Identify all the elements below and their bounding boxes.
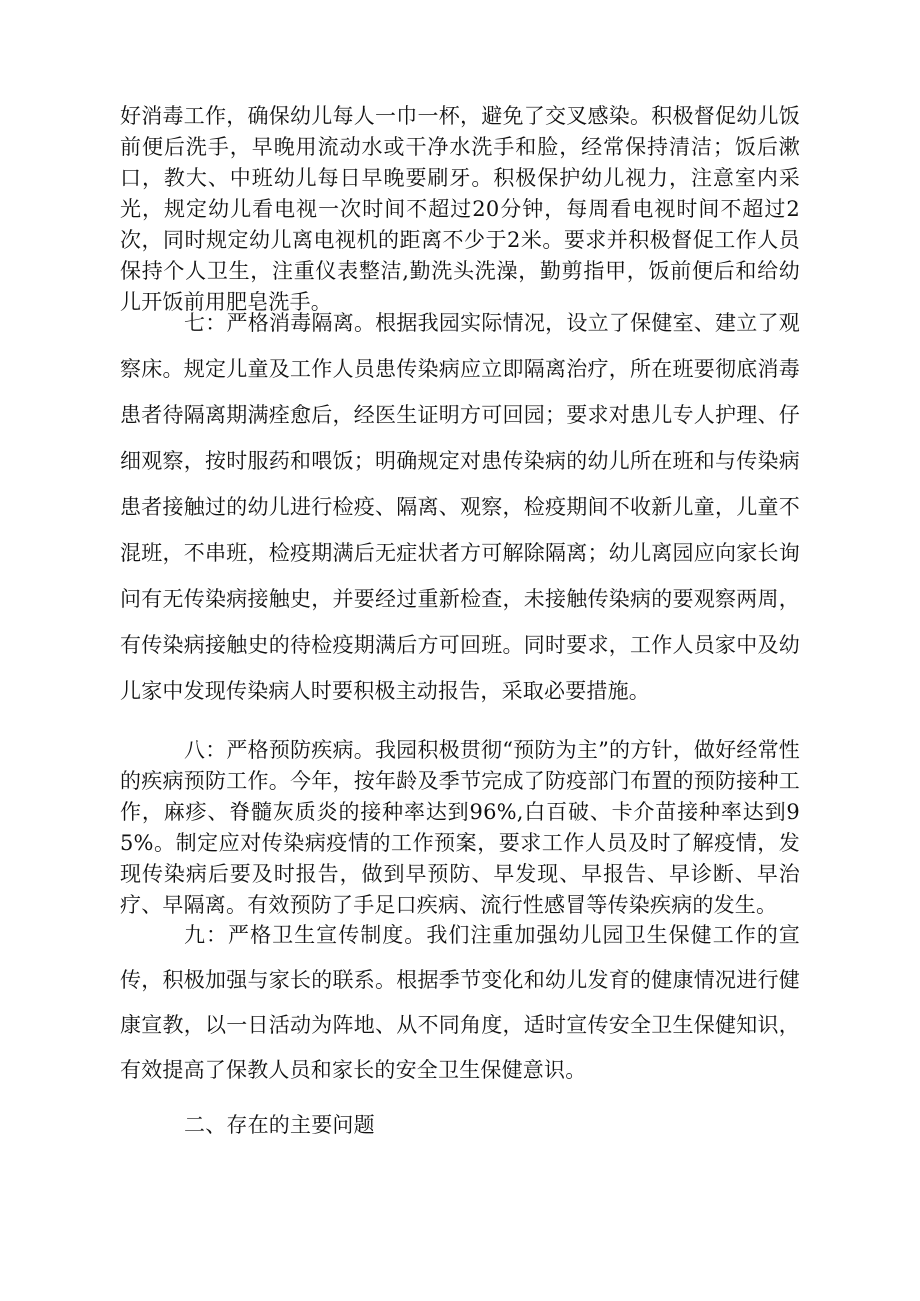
paragraph-section-7 [120,300,800,714]
paragraph-hygiene-continued [120,101,800,318]
paragraph-text: 九：严格卫生宣传制度。我们注重加强幼儿园卫生保健工作的宣传，积极加强与家长的联系。根据季节变化和幼儿发育的健康情况进行健康宣教，以一日活动为阵地、从不同角度，适时宣传安全卫生保健知识，有效提高了保教人员和家长的安全卫生保健意识。 [120,923,800,1082]
section-heading [120,1110,800,1140]
heading-text: 二、存在的主要问题 [184,1113,375,1137]
paragraph-text: 七：严格消毒隔离。根据我园实际情况，设立了保健室、建立了观察床。规定儿童及工作人员患传染病应立即隔离治疗，所在班要彻底消毒患者待隔离期满痊愈后，经医生证明方可回园；要求对患儿专人护理、仔细观察，按时服药和喂饭；明确规定对患传染病的幼儿所在班和与传染病患者接触过的幼儿进行检疫、隔离、观察，检疫期间不收新儿童，儿童不混班，不串班，检疫期满后无症状者方可解除隔离；幼儿离园应向家长询问有无传染病接触史，并要经过重新检查，未接触传染病的要观察两周，有传染病接触史的待检疫期满后方可回班。同时要求，工作人员家中及幼儿家中发现传染病人时要积极主动报告，采取必要措施。 [120,311,800,703]
paragraph-text: 八：严格预防疾病。我园积极贯彻“预防为主”的方针，做好经常性的疾病预防工作。今年，按年龄及季节完成了防疫部门布置的预防接种工作，麻疹、脊髓灰质炎的接种率达到96%,白百破、卡介苗接种率达到95%。制定应对传染病疫情的工作预案，要求工作人员及时了解疫情，发现传染病后要及时报告，做到早预防、早发现、早报告、早诊断、早治疗、早隔离。有效预防了手足口疾病、流行性感冒等传染疾病的发生。 [120,738,800,917]
paragraph-section-9 [120,913,800,1093]
paragraph-text: 好消毒工作，确保幼儿每人一巾一杯，避免了交叉感染。积极督促幼儿饭前便后洗手，早晚用流动水或干净水洗手和脸，经常保持清洁；饭后漱口，教大、中班幼儿每日早晚要刷牙。积极保护幼儿视力，注意室内采光，规定幼儿看电视一次时间不超过20分钟，每周看电视时间不超过2次，同时规定幼儿离电视机的距离不少于2米。要求并积极督促工作人员保持个人卫生，注重仪表整洁,勤洗头洗澡，勤剪指甲，饭前便后和给幼儿开饭前用肥皂洗手。 [120,104,800,314]
paragraph-section-8 [120,735,800,921]
